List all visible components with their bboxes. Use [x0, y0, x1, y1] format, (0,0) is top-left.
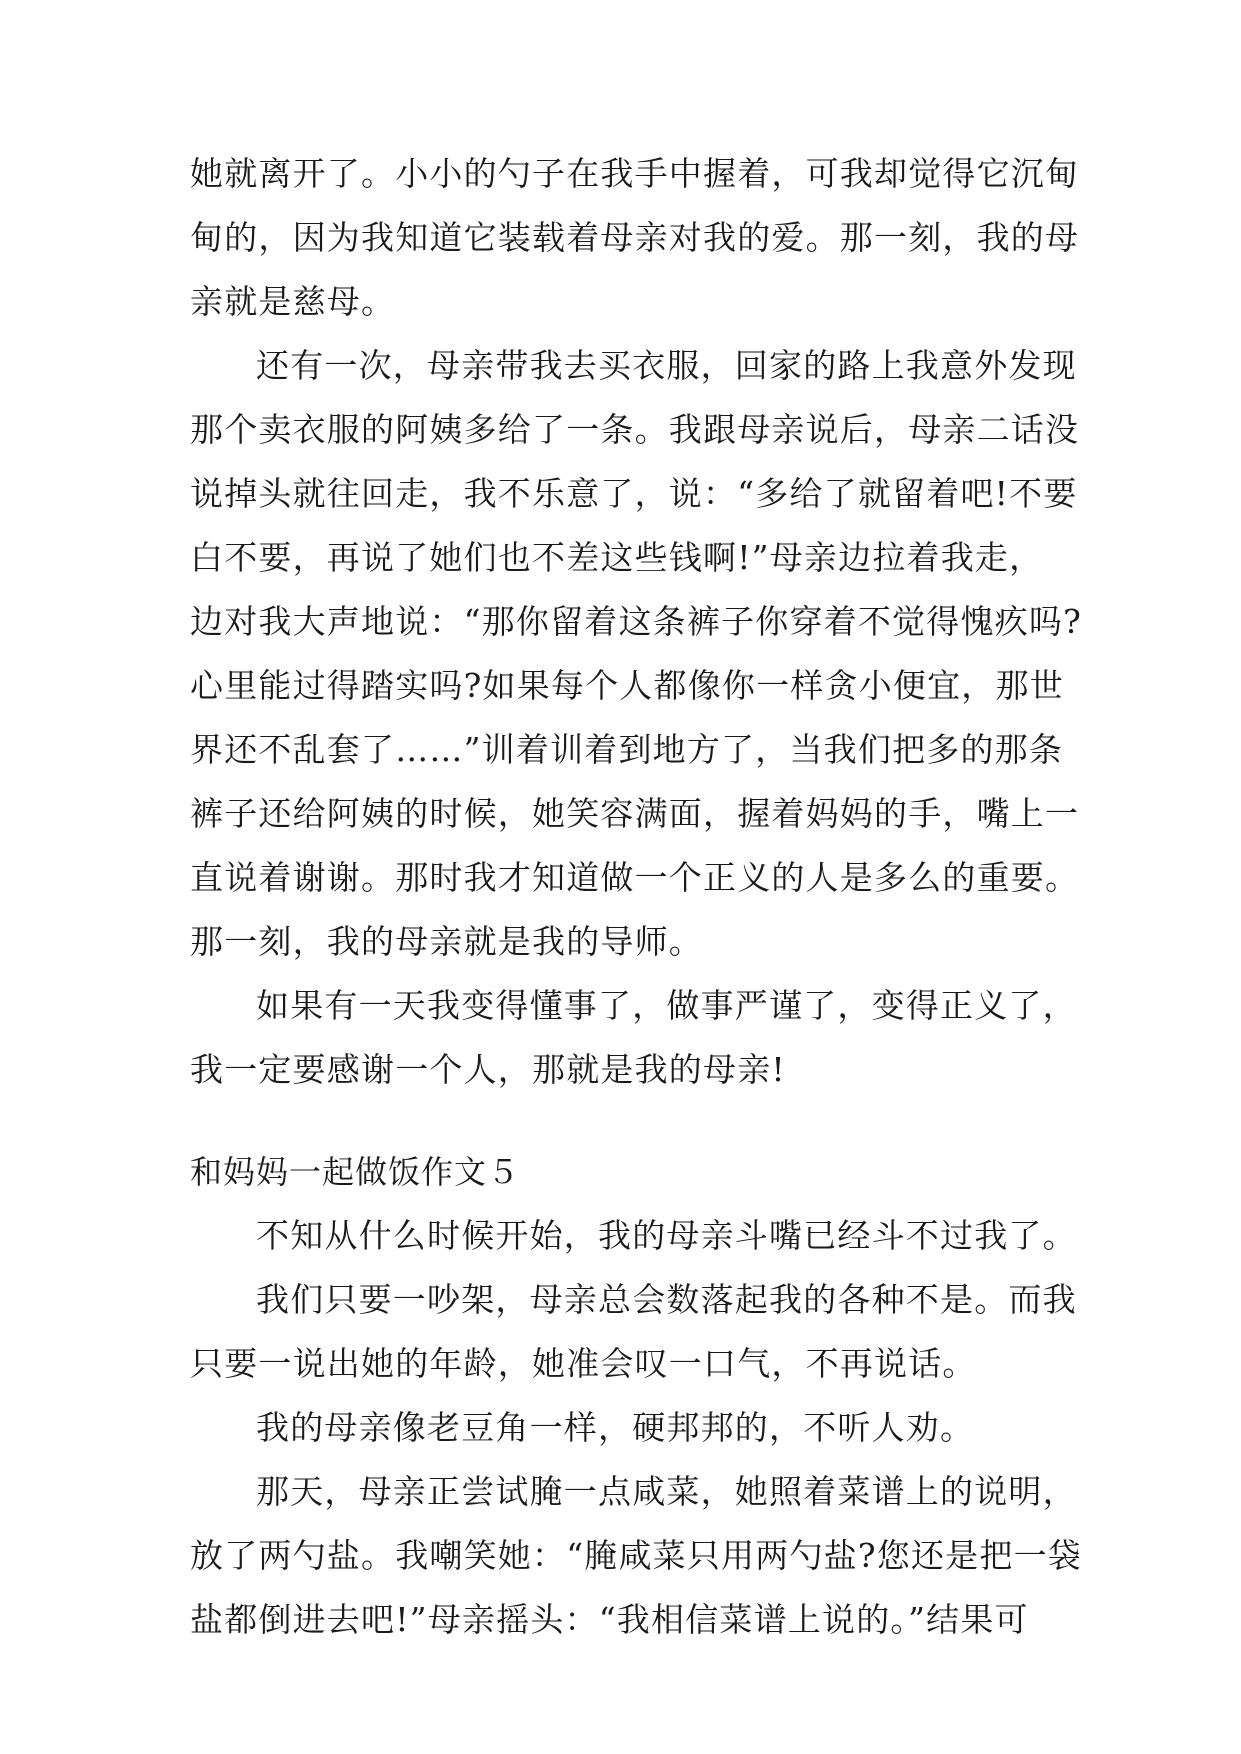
- text-line: 她就离开了。小小的勺子在我手中握着，可我却觉得它沉甸: [190, 154, 1080, 193]
- text-line: 心里能过得踏实吗?如果每个人都像你一样贪小便宜，那世: [190, 666, 1064, 705]
- text-line: 只要一说出她的年龄，她准会叹一口气，不再说话。: [190, 1344, 977, 1383]
- text-line: 盐都倒进去吧!”母亲摇头：“我相信菜谱上说的。”结果可: [190, 1600, 1029, 1639]
- text-line: 甸的，因为我知道它装载着母亲对我的爱。那一刻，我的母: [190, 218, 1080, 257]
- text-line: 还有一次，母亲带我去买衣服，回家的路上我意外发现: [256, 346, 1077, 385]
- text-line: 那个卖衣服的阿姨多给了一条。我跟母亲说后，母亲二话没: [190, 410, 1080, 449]
- text-line: 裤子还给阿姨的时候，她笑容满面，握着妈妈的手，嘴上一: [190, 794, 1080, 833]
- text-line: 说掉头就往回走，我不乐意了，说：“多给了就留着吧!不要: [190, 474, 1078, 513]
- text-line: 直说着谢谢。那时我才知道做一个正义的人是多么的重要。: [190, 858, 1080, 897]
- text-line: 我的母亲像老豆角一样，硬邦邦的，不听人劝。: [256, 1408, 975, 1447]
- text-line: 白不要，再说了她们也不差这些钱啊!”母亲边拉着我走，: [190, 538, 1044, 577]
- text-line: 那一刻，我的母亲就是我的导师。: [190, 922, 703, 961]
- text-line: 亲就是慈母。: [190, 282, 396, 321]
- text-line: 那天，母亲正尝试腌一点咸菜，她照着菜谱上的说明，: [256, 1472, 1077, 1511]
- text-line: 我一定要感谢一个人，那就是我的母亲!: [190, 1050, 786, 1089]
- text-line: 如果有一天我变得懂事了，做事严谨了，变得正义了，: [256, 986, 1077, 1025]
- article-title: 和妈妈一起做饭作文５: [190, 1153, 521, 1191]
- text-line: 不知从什么时候开始，我的母亲斗嘴已经斗不过我了。: [256, 1216, 1077, 1255]
- text-line: 界还不乱套了……”训着训着到地方了，当我们把多的那条: [190, 730, 1064, 769]
- text-line: 我们只要一吵架，母亲总会数落起我的各种不是。而我: [256, 1280, 1077, 1319]
- text-line: 边对我大声地说：“那你留着这条裤子你穿着不觉得愧疚吗?: [190, 602, 1082, 641]
- text-line: 放了两勺盐。我嘲笑她：“腌咸菜只用两勺盐?您还是把一袋: [190, 1536, 1082, 1575]
